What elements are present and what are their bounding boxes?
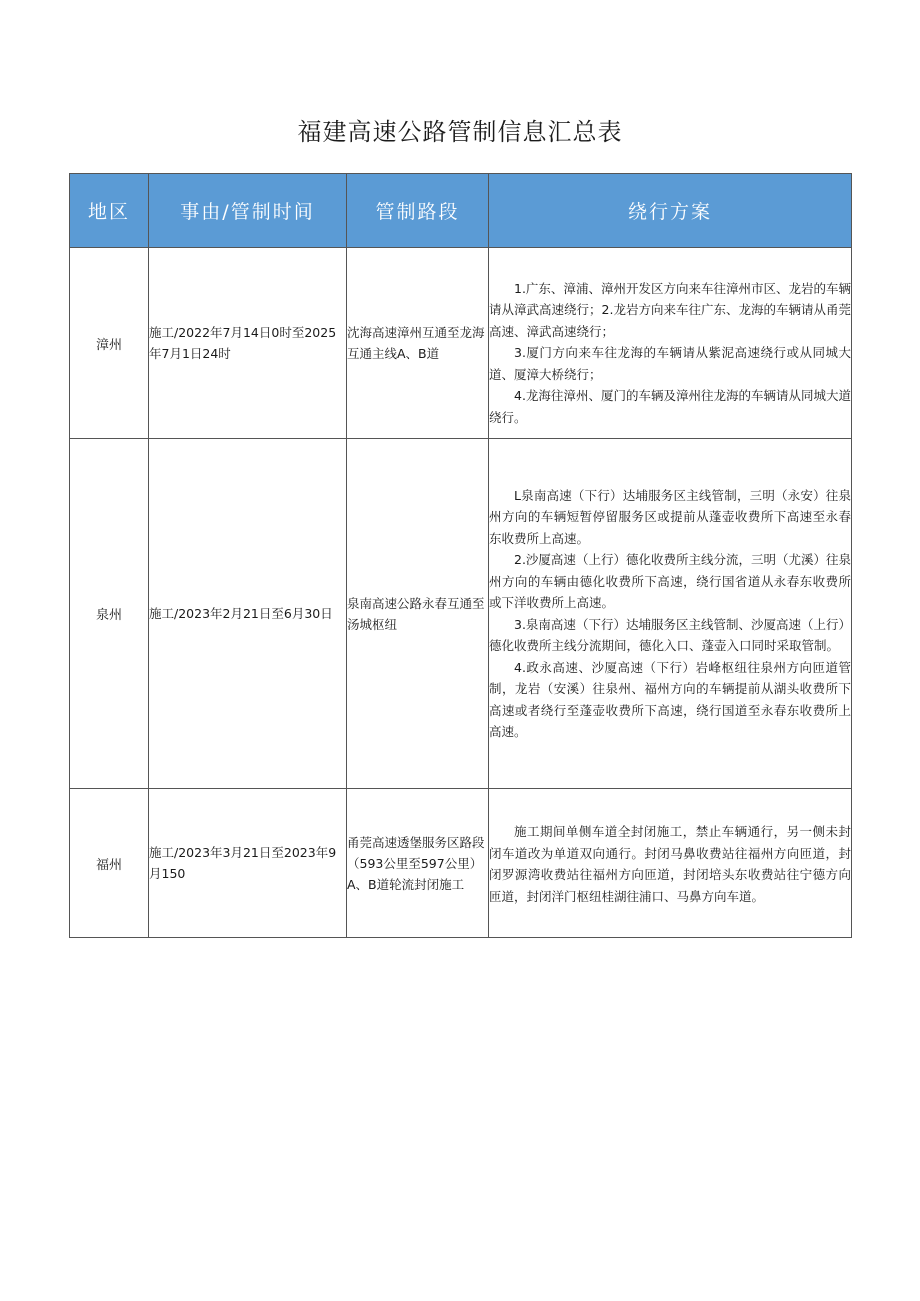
detour-paragraph: 3.厦门方向来车往龙海的车辆请从紫泥高速绕行或从同城大道、厦漳大桥绕行； bbox=[489, 345, 851, 382]
region-cell: 漳州 bbox=[70, 248, 149, 439]
table-row bbox=[70, 439, 852, 789]
section-cell: 泉南高速公路永春互通至汤城枢纽 bbox=[347, 439, 489, 789]
table-row bbox=[70, 248, 852, 439]
header-time: 事由/管制时间 bbox=[149, 174, 347, 248]
time-cell: 施工/2023年2月21日至6月30日 bbox=[149, 439, 347, 789]
table-header-row bbox=[70, 174, 852, 248]
region-cell: 福州 bbox=[70, 789, 149, 938]
detour-paragraph: 施工期间单侧车道全封闭施工，禁止车辆通行，另一侧未封闭车道改为单道双向通行。封闭马鼻收费站往福州方向匝道，封闭罗源湾收费站往福州方向匝道，封闭培头东收费站往宁德方向匝道，封闭洋门枢纽桂湖往浦口、马鼻方向车道。 bbox=[489, 824, 851, 904]
region-cell: 泉州 bbox=[70, 439, 149, 789]
detour-paragraph: 2.沙厦高速（上行）德化收费所主线分流，三明（尤溪）往泉州方向的车辆由德化收费所下高速，绕行国省道从永春东收费所或下洋收费所上高速。 bbox=[489, 552, 851, 610]
header-section: 管制路段 bbox=[347, 174, 489, 248]
page-title: 福建高速公路管制信息汇总表 bbox=[297, 118, 623, 146]
time-cell: 施工/2022年7月14日0时至2025年7月1日24时 bbox=[149, 248, 347, 439]
detour-cell bbox=[489, 789, 852, 938]
detour-cell bbox=[489, 439, 852, 789]
time-cell: 施工/2023年3月21日至2023年9月150 bbox=[149, 789, 347, 938]
detour-paragraph: 3.泉南高速（下行）达埔服务区主线管制、沙厦高速（上行）德化收费所主线分流期间，德化入口、蓬壶入口同时采取管制。 bbox=[489, 616, 851, 653]
detour-paragraph: 4.政永高速、沙厦高速（下行）岩峰枢纽往泉州方向匝道管制，龙岩（安溪）往泉州、福州方向的车辆提前从湖头收费所下高速或者绕行至蓬壶收费所下高速，绕行国道至永春东收费所上高速。 bbox=[489, 659, 851, 739]
header-region: 地区 bbox=[70, 174, 149, 248]
section-cell: 沈海高速漳州互通至龙海互通主线A、B道 bbox=[347, 248, 489, 439]
detour-paragraph: 1.广东、漳浦、漳州开发区方向来车往漳州市区、龙岩的车辆请从漳武高速绕行；2.龙岩方向来车往广东、龙海的车辆请从甬莞高速、漳武高速绕行； bbox=[489, 280, 851, 339]
table-row bbox=[70, 789, 852, 938]
traffic-control-table bbox=[69, 173, 852, 938]
header-detour: 绕行方案 bbox=[489, 174, 852, 248]
detour-paragraph: 4.龙海往漳州、厦门的车辆及漳州往龙海的车辆请从同城大道绕行。 bbox=[489, 388, 851, 425]
detour-cell bbox=[489, 248, 852, 439]
section-cell: 甬莞高速透堡服务区路段（593公里至597公里）A、B道轮流封闭施工 bbox=[347, 789, 489, 938]
detour-paragraph: L泉南高速（下行）达埔服务区主线管制，三明（永安）往泉州方向的车辆短暂停留服务区或提前从蓬壶收费所下高速至永春东收费所上高速。 bbox=[489, 487, 851, 546]
